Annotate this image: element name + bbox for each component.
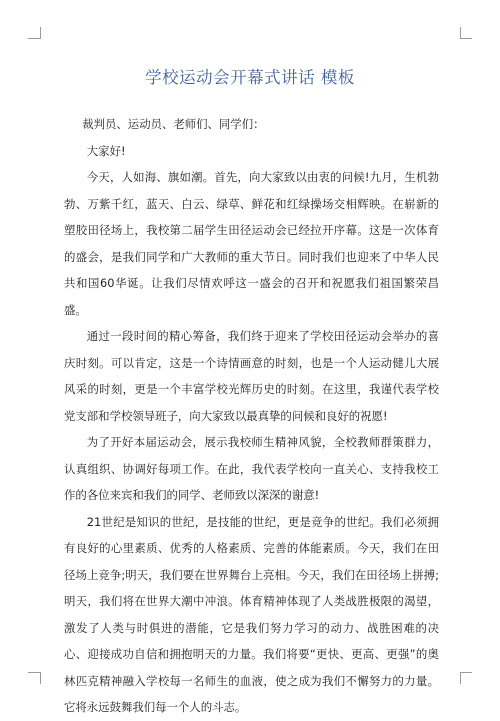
crop-mark-bottom-left-v — [40, 672, 41, 684]
crop-mark-bottom-left-h — [28, 672, 40, 673]
paragraph-1: 今天，人如海、旗如潮。首先，向大家致以由衷的问候!九月，生机勃勃、万紫千红，蓝天、白云、绿草、鲜花和红绿操场交相辉映。在崭新的塑胶田径场上，我校第二届学生田径运动会已经拉开序幕。这是一次体育的盛会，是我们同学和广大教师的重大节日。同时我们也迎来了中华人民共和国60华诞。让我们尽情欢呼这一盛会的召开和祝愿我们祖国繁荣昌盛。 — [64, 170, 439, 317]
document-title: 学校运动会开幕式讲话 模板 — [145, 68, 355, 87]
document-body — [64, 111, 439, 721]
paragraph-3: 为了开好本届运动会，展示我校师生精神风貌，全校教师群策群力，认真组织、协调好每项工作。在此，我代表学校向一直关心、支持我校工作的各位来宾和我们的同学、老师致以深深的谢意! — [64, 435, 439, 502]
greeting: 大家好! — [86, 143, 126, 158]
paragraph-2: 通过一段时间的精心筹备，我们终于迎来了学校田径运动会举办的喜庆时刻。可以肯定，这是一个诗情画意的时刻，也是一个人运动健儿大展风采的时刻，更是一个丰富学校光辉历史的时刻。在这里，我谨代表学校党支部和学校领导班子，向大家致以最真挚的问候和良好的祝愿! — [64, 329, 439, 423]
crop-mark-top-right-v — [460, 27, 461, 39]
crop-mark-bottom-right-v — [460, 672, 461, 684]
salutation: 裁判员、运动员、老师们、同学们： — [82, 117, 265, 131]
crop-mark-top-left-h — [28, 38, 40, 39]
crop-mark-bottom-right-h — [460, 672, 472, 673]
crop-mark-top-right-h — [460, 38, 472, 39]
paragraph-4: 21世纪是知识的世纪，是技能的世纪，更是竞争的世纪。我们必须拥有良好的心里素质、优秀的人格素质、完善的体能素质。今天，我们在田径场上竞争;明天，我们要在世界舞台上亮相。今天，我们在田径场上拼搏;明天，我们将在世界大潮中冲浪。体育精神体现了人类战胜极限的渴望，激发了人类与时俱进的潜能，它是我们努力学习的动力、战胜困难的决心、迎接成功自信和拥抱明天的力量。我们将要“更快、更高、更强”的奥林匹克精神融入学校每一名师生的血液，使之成为我们不懈努力的力量。它将永远鼓舞我们每一个人的斗志。 — [64, 514, 439, 714]
crop-mark-top-left-v — [40, 27, 41, 39]
